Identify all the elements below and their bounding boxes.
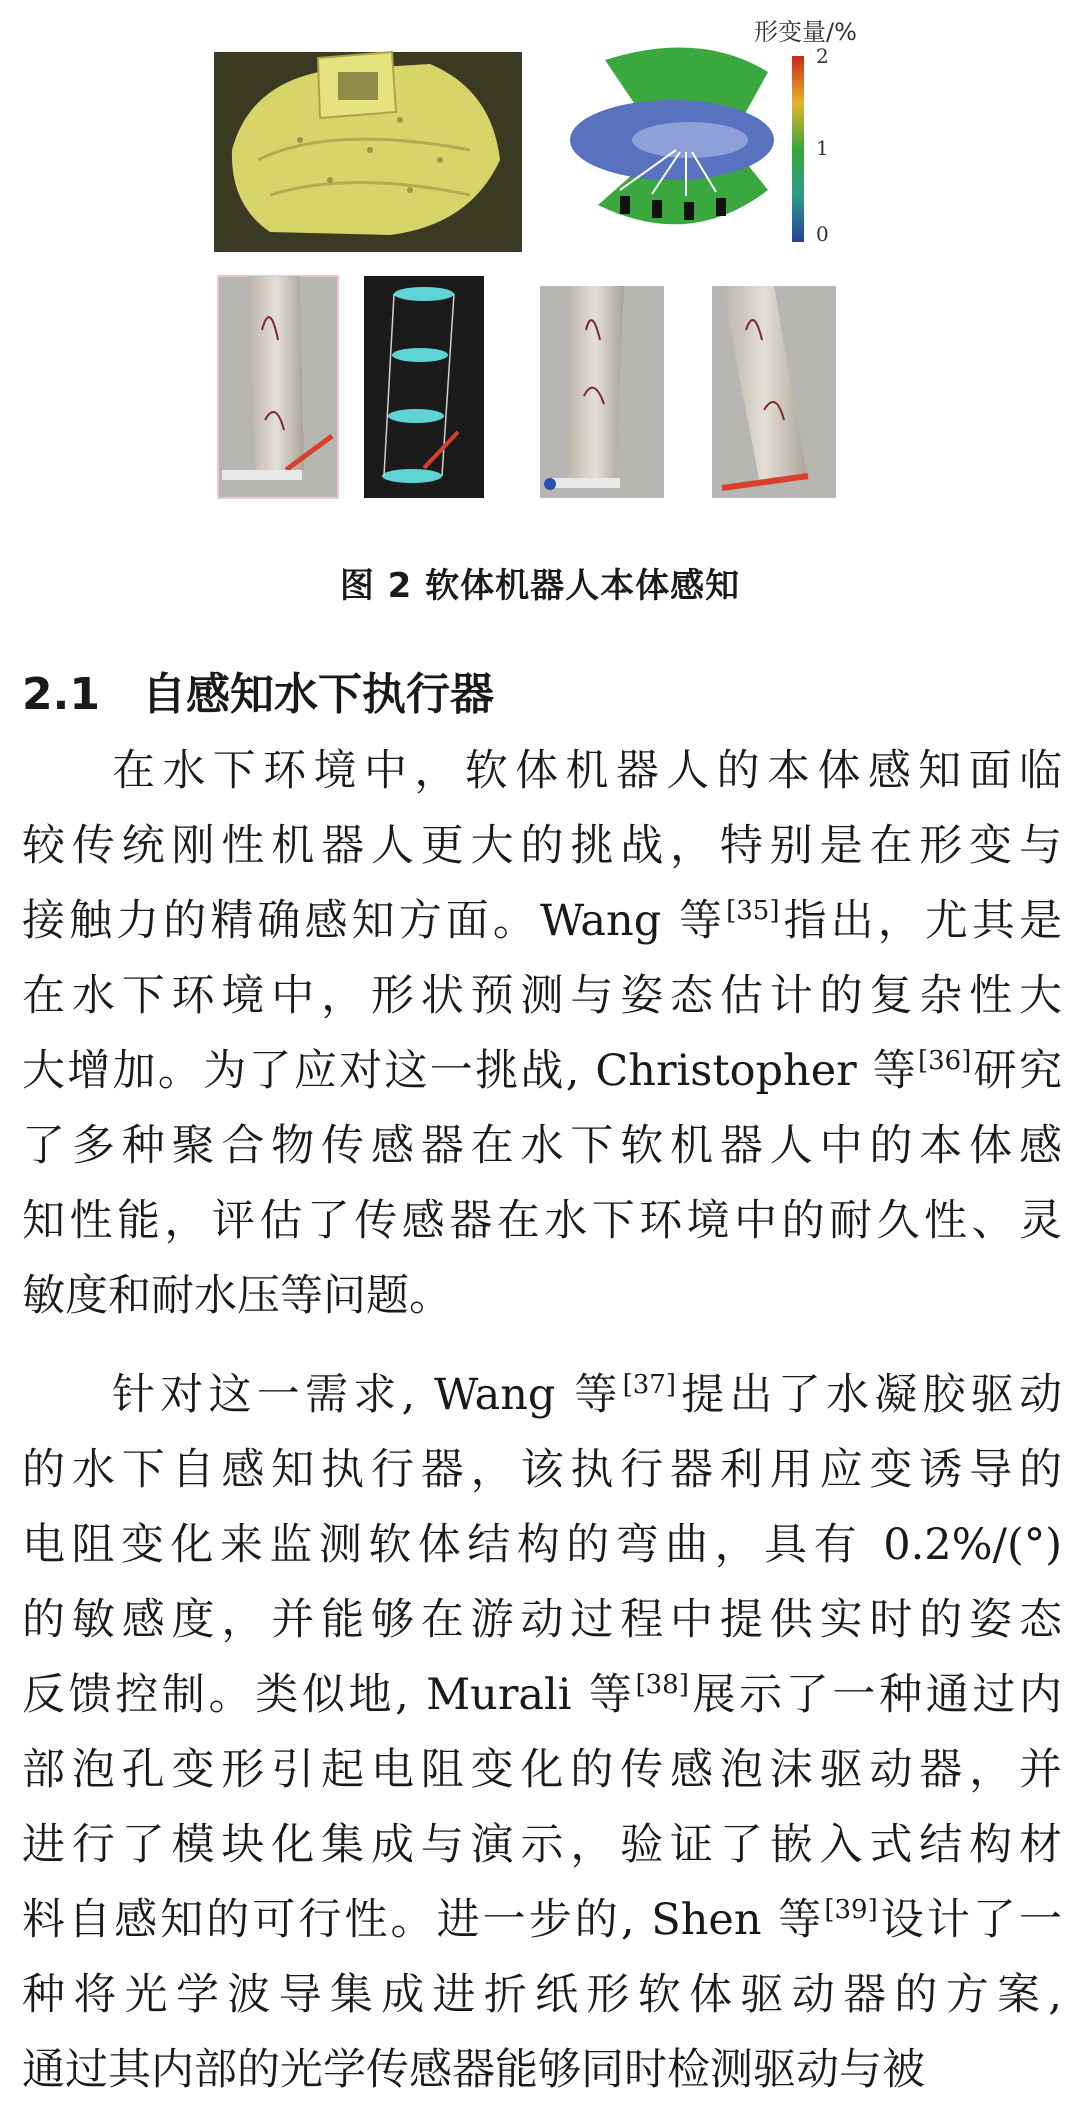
section-number: 2.1	[22, 669, 100, 720]
citation-ref[interactable]: [36]	[918, 1046, 972, 1076]
paragraph-2	[22, 1358, 1062, 2108]
text-line	[22, 1358, 1062, 1433]
text-line	[22, 884, 1062, 959]
curvature-photo-panel-2	[540, 286, 664, 498]
text-segment: 料自感知的可行性。进一步的, Shen 等	[22, 1895, 825, 1945]
text-line	[22, 1034, 1062, 1109]
text-line: 电阻变化来监测软体结构的弯曲，具有 0.2%/(°)	[22, 1520, 1062, 1570]
text-line: 的水下自感知执行器，该执行器利用应变诱导的	[22, 1445, 1062, 1495]
colorbar-tick-min: 0	[816, 222, 829, 246]
text-line: 进行了模块化集成与演示，验证了嵌入式结构材	[22, 1820, 1062, 1870]
text-line: 通过其内部的光学传感器能够同时检测驱动与被	[22, 2045, 925, 2095]
deformation-simulation-panel	[570, 48, 804, 243]
text-line: 种将光学波导集成进折纸形软体驱动器的方案,	[22, 1970, 1062, 2020]
text-segment: 设计了一	[877, 1895, 1062, 1945]
robot-photo-panel	[214, 52, 522, 252]
citation-ref[interactable]: [37]	[622, 1370, 676, 1400]
colorbar-tick-mid: 1	[816, 136, 829, 160]
text-segment: 提出了水凝胶驱动	[675, 1370, 1063, 1420]
citation-ref[interactable]: [39]	[824, 1895, 878, 1925]
citation-ref[interactable]: [35]	[726, 896, 780, 926]
text-segment: 大增加。为了应对这一挑战, Christopher 等	[22, 1046, 918, 1096]
text-segment: 接触力的精确感知方面。Wang 等	[22, 896, 727, 946]
figure-2	[0, 0, 1080, 640]
text-segment: 展示了一种通过内	[688, 1670, 1062, 1720]
text-line	[22, 1883, 1062, 1958]
text-line: 在水下环境中，软体机器人的本体感知面临	[112, 746, 1062, 796]
paragraph-1	[22, 734, 1062, 1334]
text-line: 了多种聚合物传感器在水下软机器人中的本体感	[22, 1121, 1062, 1171]
citation-ref[interactable]: [38]	[635, 1670, 689, 1700]
schematic-panel	[364, 276, 484, 498]
text-segment: 指出，尤其是	[779, 896, 1063, 946]
text-segment: 反馈控制。类似地, Murali 等	[22, 1670, 636, 1720]
text-segment: 研究	[971, 1046, 1062, 1096]
colorbar-tick-max: 2	[816, 44, 829, 68]
text-line	[22, 1658, 1062, 1733]
text-line: 较传统刚性机器人更大的挑战，特别是在形变与	[22, 821, 1062, 871]
text-line: 知性能，评估了传感器在水下环境中的耐久性、灵	[22, 1196, 1062, 1246]
section-heading	[22, 658, 494, 722]
text-line: 的敏感度，并能够在游动过程中提供实时的姿态	[22, 1595, 1062, 1645]
text-segment: 针对这一需求, Wang 等	[112, 1370, 623, 1420]
section-title: 自感知水下执行器	[142, 669, 494, 720]
figure-panels	[0, 0, 1080, 640]
text-line: 在水下环境中，形状预测与姿态估计的复杂性大	[22, 971, 1062, 1021]
text-line: 敏度和耐水压等问题。	[22, 1271, 452, 1321]
curvature-photo-panel-3	[712, 286, 836, 498]
text-line: 部泡孔变形引起电阻变化的传感泡沫驱动器，并	[22, 1745, 1062, 1795]
figure-caption: 图 2 软体机器人本体感知	[339, 566, 741, 606]
curvature-photo-panel-1	[218, 276, 338, 498]
colorbar-title: 形变量/%	[754, 18, 857, 46]
